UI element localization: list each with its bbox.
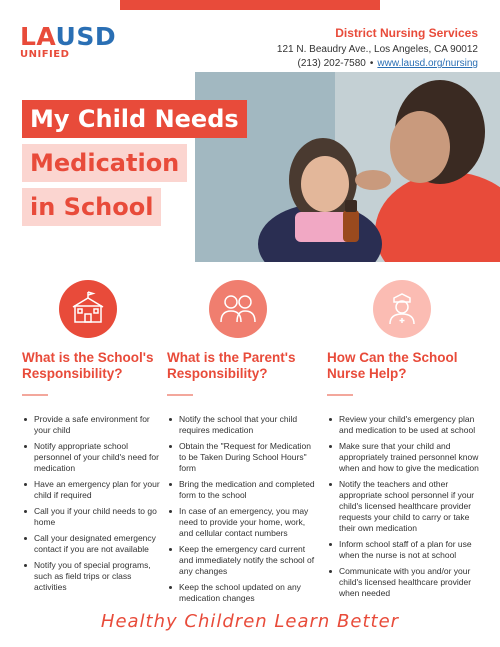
bullet-list <box>327 414 482 599</box>
list-item: Have an emergency plan for your child if required <box>22 479 162 501</box>
nurse-icon <box>373 280 431 338</box>
list-item: Notify you of special programs, such as field trips or class activities <box>22 560 162 593</box>
parent-responsibility-column <box>167 350 317 609</box>
list-item: Inform school staff of a plan for use when the nurse is not at school <box>327 539 482 561</box>
phone-number: (213) 202-7580 <box>297 58 366 69</box>
title-line-1: My Child Needs <box>22 100 247 138</box>
top-accent-bar <box>120 0 380 10</box>
lausd-logo <box>20 24 116 60</box>
org-title: District Nursing Services <box>335 26 478 40</box>
heading-underline <box>327 394 353 396</box>
column-heading: How Can the School Nurse Help? <box>327 350 458 381</box>
school-nurse-column <box>327 350 482 604</box>
list-item: Review your child's emergency plan and medication to be used at school <box>327 414 482 436</box>
list-item: Communicate with you and/or your child's licensed healthcare provider when needed <box>327 566 482 599</box>
list-item: Notify the teachers and other appropriate school personnel if your child's licensed healthcare provider requests your child to carry or take their own medication <box>327 479 482 534</box>
list-item: In case of an emergency, you may need to provide your home, work, and cellular contact numbers <box>167 506 317 539</box>
list-item: Notify appropriate school personnel of your child's need for medication <box>22 441 162 474</box>
title-line-3: in School <box>22 188 161 226</box>
logo-subtitle: UNIFIED <box>20 49 70 60</box>
list-item: Call your designated emergency contact if you are not available <box>22 533 162 555</box>
list-item: Make sure that your child and appropriately trained personnel know when and how to give the medication <box>327 441 482 474</box>
list-item: Call you if your child needs to go home <box>22 506 162 528</box>
list-item: Bring the medication and completed form to the school <box>167 479 317 501</box>
column-heading: What is the Parent's Responsibility? <box>167 350 296 381</box>
list-item: Provide a safe environment for your child <box>22 414 162 436</box>
bullet-list <box>167 414 317 604</box>
phone-website-line <box>277 57 478 71</box>
contact-block <box>277 26 478 71</box>
school-building-icon <box>59 280 117 338</box>
page-title <box>22 100 247 232</box>
list-item: Keep the emergency card current and immediately notify the school of any changes <box>167 544 317 577</box>
parents-icon <box>209 280 267 338</box>
list-item: Obtain the "Request for Medication to be Taken During School Hours" form <box>167 441 317 474</box>
heading-underline <box>167 394 193 396</box>
title-line-2: Medication <box>22 144 187 182</box>
list-item: Notify the school that your child requires medication <box>167 414 317 436</box>
bullet-list <box>22 414 162 593</box>
website-link[interactable]: www.lausd.org/nursing <box>377 58 478 69</box>
footer-tagline: Healthy Children Learn Better <box>100 611 400 632</box>
address: 121 N. Beaudry Ave., Los Angeles, CA 90012 <box>276 44 478 55</box>
school-responsibility-column <box>22 350 162 598</box>
separator-dot: • <box>369 58 374 69</box>
column-heading: What is the School's Responsibility? <box>22 350 154 381</box>
list-item: Keep the school updated on any medication changes <box>167 582 317 604</box>
heading-underline <box>22 394 48 396</box>
logo-wordmark: LAUSD <box>20 22 117 51</box>
